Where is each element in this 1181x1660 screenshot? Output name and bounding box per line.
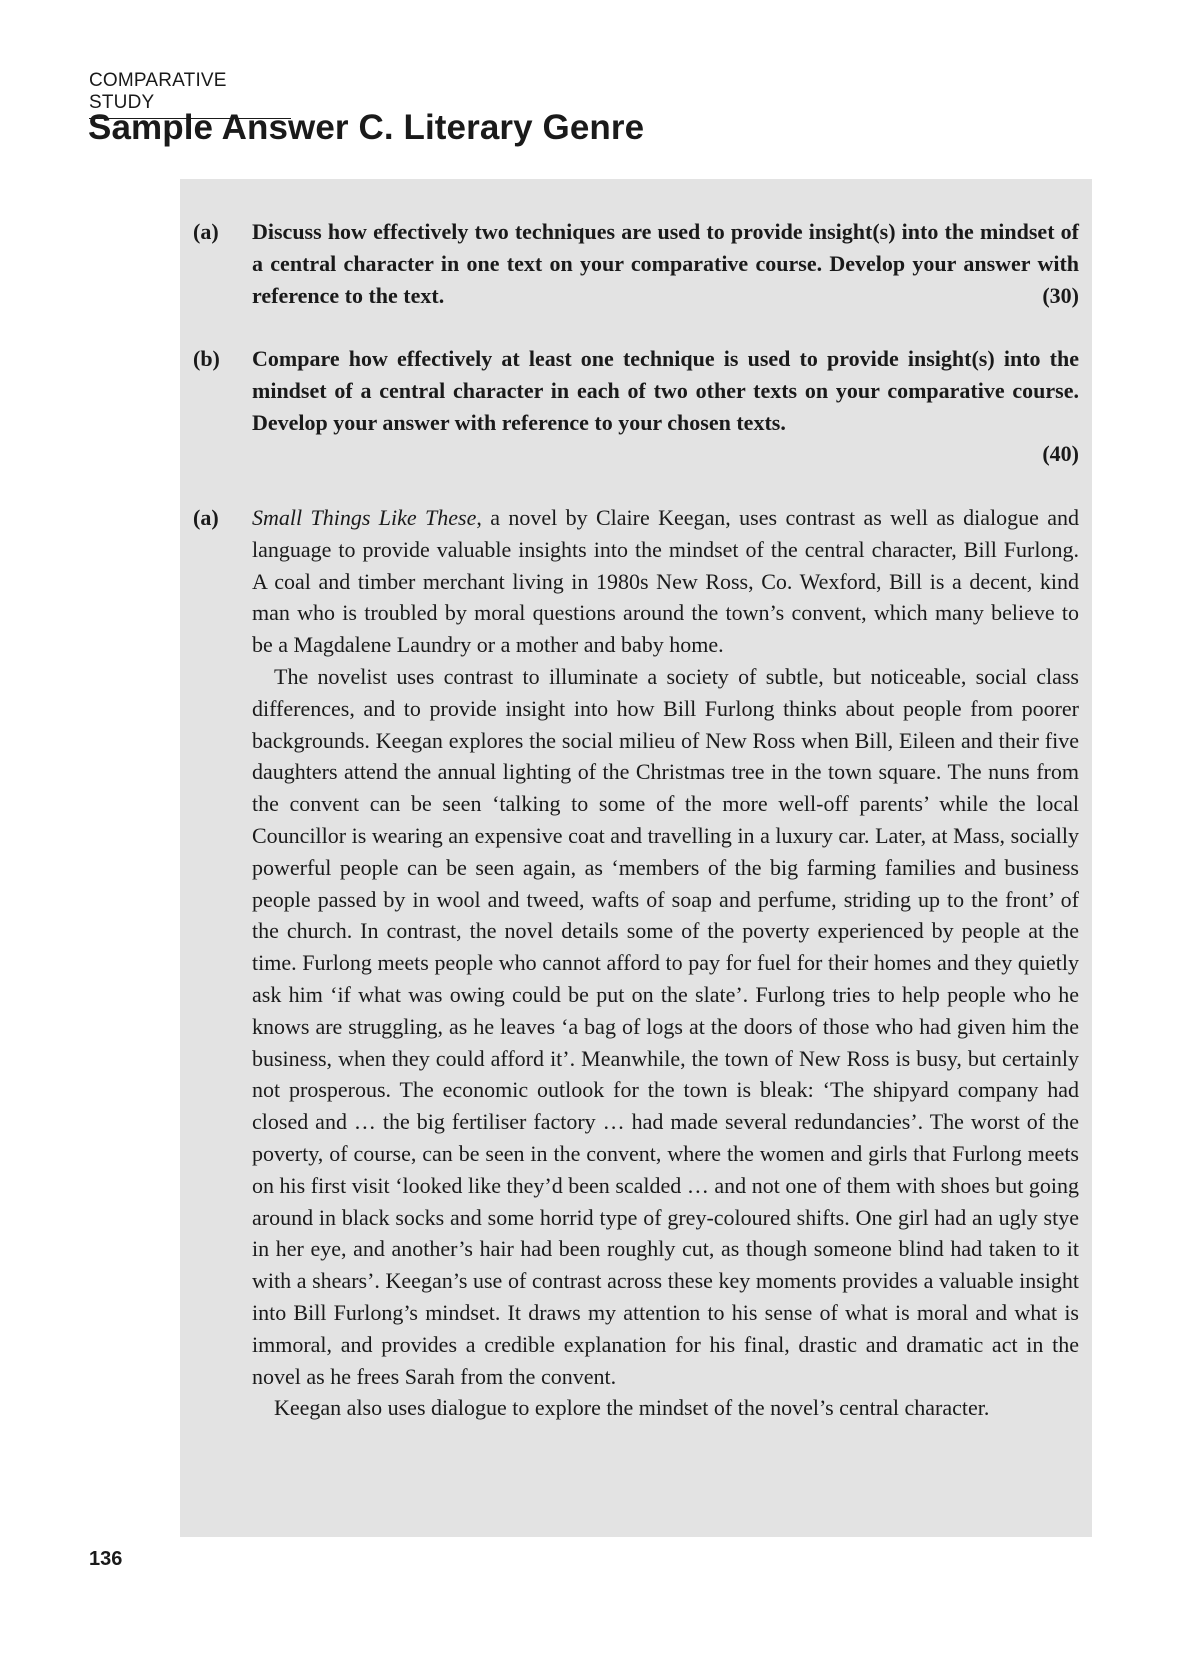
question-b-marker: (b) xyxy=(193,346,220,371)
answer-paragraph-2: The novelist uses contrast to illuminate a society of subtle, but noticeable, social class differences, and to provide insight into how Bill Furlong thinks about people from poorer backgrounds. Keegan explores the social milieu of New Ross when Bill, Eileen and their five daughters attend the annual lighting of the Christmas tree in the town square. The nuns from the convent can be seen ‘talking to some of the more well-off parents’ while the local Councillor is wearing an expensive coat and travelling in a luxury car. Later, at Mass, socially powerful people can be seen again, as ‘members of the big farming families and business people passed by in wool and tweed, wafts of soap and perfume, striding up to the front’ of the church. In contrast, the novel details some of the poverty experienced by people at the time. Furlong meets people who cannot afford to pay for fuel for their homes and they quietly ask him ‘if what was owing could be put on the slate’. Furlong tries to help people who he knows are struggling, as he leaves ‘a bag of logs at the doors of those who had given him the business, when they could afford it’. Meanwhile, the town of New Ross is busy, but certainly not prosperous. The economic outlook for the town is bleak: ‘The shipyard company had closed and … the big fertiliser factory … had made several redundancies’. The worst of the poverty, of course, can be seen in the convent, where the women and girls that Furlong meets on his first visit ‘looked like they’d been scalded … and not one of them with shoes but going around in black socks and some horrid type of grey-coloured shifts. One girl had an ugly stye in her eye, and another’s hair had been roughly cut, as though someone blind had taken to it with a shears’. Keegan’s use of contrast across these key moments provides a valuable insight into Bill Furlong’s mindset. It draws my attention to his sense of what is moral and what is immoral, and provides a credible explanation for his final, drastic and dramatic act in the novel as he frees Sarah from the convent. xyxy=(252,663,1079,1389)
question-a-text xyxy=(252,216,1079,311)
question-a-body: Discuss how effectively two techniques are used to provide insight(s) into the mindset of a central character in one text on your comparative course. Develop your answer with reference to the text. xyxy=(252,219,1079,308)
question-a-marker: (a) xyxy=(193,219,219,244)
question-b-body: Compare how effectively at least one technique is used to provide insight(s) into the mindset of a central character in each of two other texts on your comparative course. Develop your answer with reference to your chosen texts. xyxy=(252,346,1079,435)
book-title: Small Things Like These xyxy=(252,505,477,530)
answer-paragraph-3: Keegan also uses dialogue to explore the mindset of the novel’s central character. xyxy=(274,1395,990,1421)
section-label: COMPARATIVE STUDY xyxy=(89,70,291,119)
answer-a-text xyxy=(252,502,1079,1424)
page-title: Sample Answer C. Literary Genre xyxy=(88,108,645,147)
question-b xyxy=(193,343,1079,470)
question-b-marks: (40) xyxy=(1042,441,1079,467)
answer-a xyxy=(193,502,1079,1424)
page-number: 136 xyxy=(89,1548,123,1570)
answer-paragraph-1-body: , a novel by Claire Keegan, uses contrast as well as dialogue and language to provide valuable insights into the mindset of the central character, Bill Furlong. A coal and timber merchant living in 1980s New Ross, Co. Wexford, Bill is a decent, kind man who is troubled by moral questions around the town’s convent, which many believe to be a Magdalene Laundry or a mother and baby home. xyxy=(252,505,1080,658)
question-a xyxy=(193,216,1079,311)
answer-a-marker: (a) xyxy=(193,505,219,530)
question-b-text xyxy=(252,343,1079,470)
question-a-marks: (30) xyxy=(1042,282,1079,308)
answer-paragraph-1 xyxy=(252,502,1079,661)
